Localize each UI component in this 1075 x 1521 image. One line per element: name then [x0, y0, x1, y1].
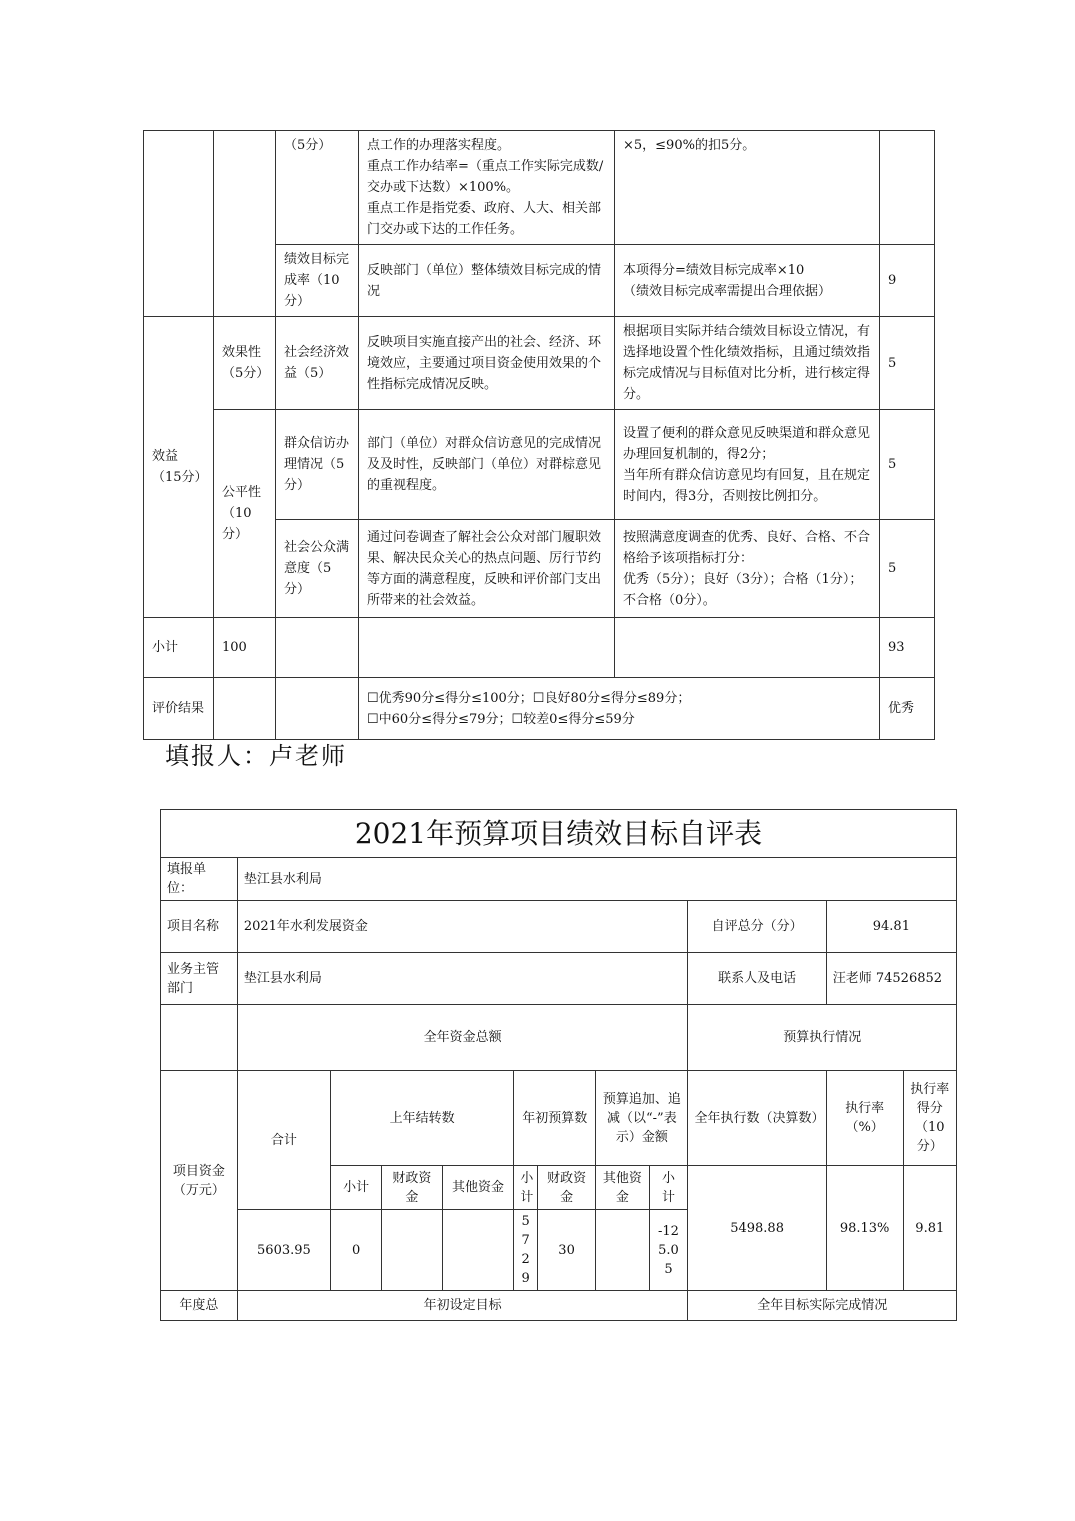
filler-signature: 填报人：卢老师: [165, 742, 347, 770]
indicator-cell: 群众信访办理情况（5分）: [276, 410, 359, 520]
score-cell: 5: [880, 520, 935, 618]
table-row: [161, 1005, 957, 1071]
rate-score-header: 执行率得分（10分）: [903, 1071, 956, 1166]
header-row: [161, 1071, 957, 1166]
table-row: [161, 901, 957, 953]
score-cell: [880, 131, 935, 245]
dept-value: 垫江县水利局: [237, 953, 688, 1005]
empty-cell: [359, 618, 615, 678]
contact-value: 汪老师 74526852: [826, 953, 956, 1005]
empty-cell: [161, 1005, 238, 1071]
contact-label: 联系人及电话: [688, 953, 826, 1005]
last-fiscal-value: [382, 1210, 442, 1291]
indicator-description: 点工作的办理落实程度。 重点工作办结率=（重点工作实际完成数/交办或下达数）×100%。 重点工作是指党委、政府、人大、相关部门交办或下达的工作任务。: [359, 131, 615, 245]
init-other-value: [596, 1210, 649, 1291]
indicator-cell: 社会经济效益（5）: [276, 317, 359, 410]
table-row: [144, 410, 935, 520]
dept-label: 业务主管部门: [161, 953, 238, 1005]
indicator-description: 反映项目实施直接产出的社会、经济、环境效应，主要通过项目资金使用效果的个性指标完成情况反映。: [359, 317, 615, 410]
page-title: 2021年预算项目绩效目标自评表: [161, 810, 957, 858]
init-fiscal-header: 财政资金: [537, 1166, 595, 1210]
empty-cell: [615, 618, 880, 678]
budget-exec-header: 预算执行情况: [688, 1005, 957, 1071]
scoring-rule: 按照满意度调查的优秀、良好、合格、不合格给予该项指标打分： 优秀（5分）；良好（3分）；合格（1分）；不合格（0分）。: [615, 520, 880, 618]
exec-header: 全年执行数（决算数）: [688, 1071, 826, 1166]
empty-cell: [276, 618, 359, 678]
result-label: 评价结果: [144, 678, 214, 740]
adjust-sub-header: 小计: [649, 1166, 688, 1210]
exec-value: 5498.88: [688, 1166, 826, 1291]
scoring-rule: 设置了便利的群众意见反映渠道和群众意见办理回复机制的，得2分； 当年所有群众信访意见均有回复，且在规定时间内，得3分，否则按比例扣分。: [615, 410, 880, 520]
indicator-cell: 绩效目标完成率（10分）: [276, 245, 359, 317]
funds-total-header: 全年资金总额: [237, 1005, 688, 1071]
rate-header: 执行率（%）: [826, 1071, 903, 1166]
indicator-description: 部门（单位）对群众信访意见的完成情况及及时性，反映部门（单位）对群棕意见的重视程度。: [359, 410, 615, 520]
init-fiscal-value: 30: [537, 1210, 595, 1291]
score-cell: 9: [880, 245, 935, 317]
subcategory-cell: 公平性（10分）: [214, 410, 276, 618]
table-row: [161, 953, 957, 1005]
total-header: 合计: [237, 1071, 330, 1210]
result-row: [144, 678, 935, 740]
last-sub-value: 0: [331, 1210, 382, 1291]
scoring-rule: ×5，≤90%的扣5分。: [615, 131, 880, 245]
adjust-header: 预算追加、追减（以“-”表示）金额: [596, 1071, 688, 1166]
initial-budget-header: 年初预算数: [514, 1071, 596, 1166]
last-other-header: 其他资金: [442, 1166, 514, 1210]
subtotal-value: 100: [214, 618, 276, 678]
empty-cell: [214, 678, 276, 740]
subcategory-cell: [214, 131, 276, 317]
table-row: [161, 858, 957, 901]
scoring-rule: 本项得分=绩效目标完成率×10 （绩效目标完成率需提出合理依据）: [615, 245, 880, 317]
score-cell: 5: [880, 410, 935, 520]
subtotal-row: [144, 618, 935, 678]
last-other-value: [442, 1210, 514, 1291]
adjust-other-header: 其他资金: [596, 1166, 649, 1210]
total-value: 5603.95: [237, 1210, 330, 1291]
project-label: 项目名称: [161, 901, 238, 953]
init-sub-header: 小计: [514, 1166, 538, 1210]
last-sub-header: 小计: [331, 1166, 382, 1210]
last-fiscal-header: 财政资金: [382, 1166, 442, 1210]
score-value: 94.81: [826, 901, 956, 953]
category-cell: 效益 （15分）: [144, 317, 214, 618]
title-row: [161, 810, 957, 858]
funds-label: 项目资金（万元）: [161, 1071, 238, 1291]
scoring-rule: 根据项目实际并结合绩效目标设立情况，有选择地设置个性化绩效指标，且通过绩效指标完成情况与目标值对比分析，进行核定得分。: [615, 317, 880, 410]
unit-value: 垫江县水利局: [237, 858, 956, 901]
indicator-description: 反映部门（单位）整体绩效目标完成的情况: [359, 245, 615, 317]
goal-set-header: 年初设定目标: [237, 1291, 688, 1321]
subtotal-label: 小计: [144, 618, 214, 678]
score-label: 自评总分（分）: [688, 901, 826, 953]
indicator-description: 通过问卷调查了解社会公众对部门履职效果、解决民众关心的热点问题、厉行节约等方面的满意程度，反映和评价部门支出所带来的社会效益。: [359, 520, 615, 618]
result-value: 优秀: [880, 678, 935, 740]
empty-cell: [276, 678, 359, 740]
last-year-header: 上年结转数: [331, 1071, 514, 1166]
self-evaluation-table: [160, 809, 957, 1321]
subcategory-cell: 效果性（5分）: [214, 317, 276, 410]
category-cell: [144, 131, 214, 317]
score-cell: 5: [880, 317, 935, 410]
goal-row: [161, 1291, 957, 1321]
rate-value: 98.13%: [826, 1166, 903, 1291]
unit-label: 填报单位：: [161, 858, 238, 901]
goal-done-header: 全年目标实际完成情况: [688, 1291, 957, 1321]
indicator-cell: （5分）: [276, 131, 359, 245]
rate-score-value: 9.81: [903, 1166, 956, 1291]
table-row: [144, 131, 935, 245]
init-sub-value: 5729: [514, 1210, 538, 1291]
goal-label: 年度总: [161, 1291, 238, 1321]
subtotal-score: 93: [880, 618, 935, 678]
evaluation-table: [143, 130, 935, 740]
table-row: [144, 317, 935, 410]
result-options: ☐优秀90分≤得分≤100分；☐良好80分≤得分≤89分； ☐中60分≤得分≤79分；☐较差0≤得分≤59分: [359, 678, 880, 740]
project-value: 2021年水利发展资金: [237, 901, 688, 953]
indicator-cell: 社会公众满意度（5分）: [276, 520, 359, 618]
adjust-sub-value: -125.05: [649, 1210, 688, 1291]
